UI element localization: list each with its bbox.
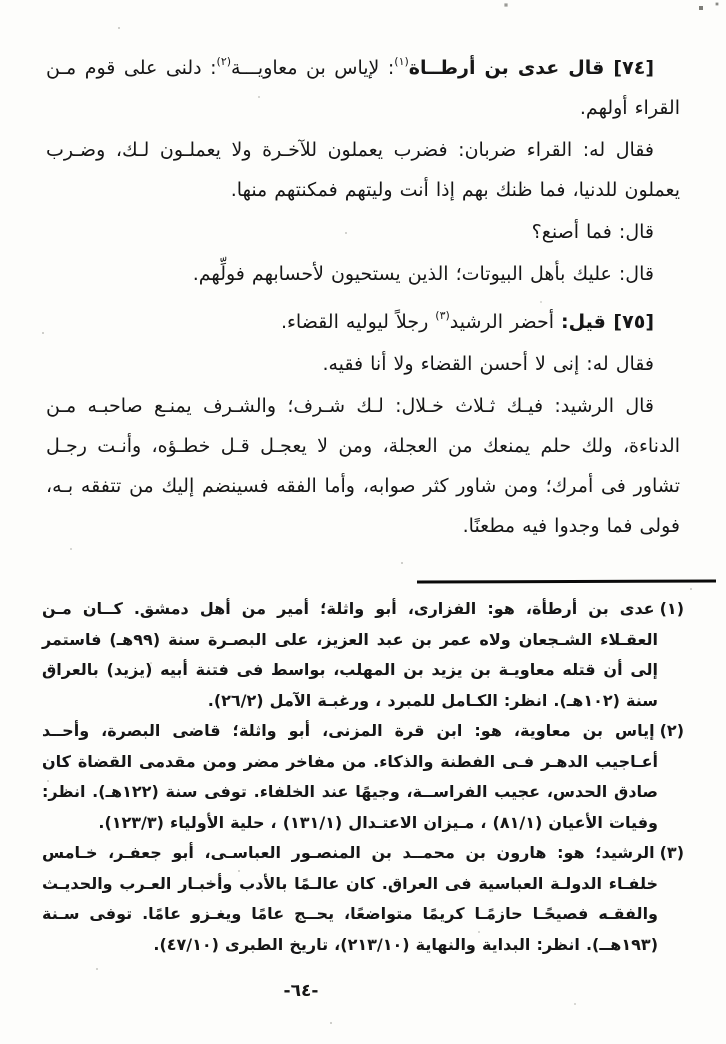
footnote-1-text: عدى بن أرطأة، هو: الفزارى، أبو واثلة؛ أمير من أهل دمشق. كــان مـن العقـلاء الشـجعان ولاه عمر بن عبد العزيز، على البصـرة سنة (٩٩هـ) فاستمر إلى أن قتله معاويـة بن يزيد بن المهلب، بواسط فى فتنة أبيه (يزيد) بالعراق سنة (١٠٢هـ). انظر: الكـامل للمبرد ، ورغبـة الآمل (٢٦/٢). bbox=[42, 599, 658, 710]
paragraph-text: قال الرشيد: فيـك ثـلاث خـلال: لـك شـرف؛ والشـرف يمنـع صاحبـه مـن الدناءة، ولك حلم يمنعك من العجلة، ومن لا يعجـل قـل خطـؤه، وأنـت رجـل تشاور فى أمرك؛ ومن شاور كثر صوابه، وأما الفقه فسينضم إليك من تتفقه بـه، فولى فما وجدوا فيه مطعنًا. bbox=[46, 395, 680, 537]
footnote-2 bbox=[42, 716, 684, 838]
paragraph-text: قال: عليك بأهل البيوتات؛ الذين يستحيون لأحسابهم فولِّهم. bbox=[192, 263, 654, 285]
paragraph-74-text-tail: : دلنى على قوم مـن القراء أولهم. bbox=[46, 57, 680, 119]
footnote-2-marker: (٢) bbox=[659, 721, 684, 740]
paragraph-text: فقال له: القراء ضربان: فضرب يعملون للآخـرة ولا يعملـون لـك، وضـرب يعملون للدنيا، فما ظنك بهم إذا أنت وليتهم فمكنتهم منها. bbox=[46, 139, 680, 201]
paragraph-qara-darban bbox=[46, 130, 680, 210]
paragraph-question bbox=[46, 212, 680, 252]
footnote-ref-3: (٣) bbox=[435, 309, 450, 322]
footnote-ref-2: (٢) bbox=[216, 55, 232, 68]
paragraph-rashid-speech bbox=[46, 386, 680, 546]
scan-noise-specks bbox=[0, 0, 2, 2]
footnote-3-marker: (٣) bbox=[659, 843, 684, 862]
entry-74-heading: [٧٤] قال عدى بن أرطــاة bbox=[408, 57, 654, 79]
paragraph-75-text-tail: رجلاً ليوليه القضاء. bbox=[280, 311, 436, 333]
paragraph-text: قال: فما أصنع؟ bbox=[531, 221, 654, 243]
main-text-block bbox=[46, 42, 680, 548]
paragraph-75 bbox=[46, 296, 680, 342]
footnote-1 bbox=[42, 594, 684, 716]
footnote-2-text: إياس بن معاوية، هو: ابن قرة المزنى، أبو واثلة؛ قاضى البصرة، وأحــد أعـاجيب الدهـر فـى الفطنة والذكاء. من مفاخر مضر ومن مقدمى القضاة كان صادق الحدس، عجيب الفراســة، وجيهًا عند الخلفاء. توفى سنة (١٢٢هـ). انظر: وفيات الأعيان (٨١/١) ، مـيزان الاعتـدال (١٣١/١) ، حلية الأولياء (١٢٣/٣). bbox=[42, 721, 659, 832]
paragraph-74-text: : لإياس بن معاويـــة bbox=[231, 57, 395, 79]
footnote-1-marker: (١) bbox=[659, 599, 684, 618]
paragraph-answer bbox=[46, 254, 680, 294]
paragraph-text: فقال له: إنى لا أحسن القضاء ولا أنا فقيه. bbox=[322, 353, 654, 375]
entry-75-heading: [٧٥] قيل: bbox=[561, 311, 654, 333]
page-number: -٦٤- bbox=[283, 981, 319, 1001]
footnote-separator-rule bbox=[417, 579, 716, 583]
paragraph-75-text: أحضر الرشيد bbox=[449, 311, 562, 333]
footnote-3-text: الرشيد؛ هو: هارون بن محمــد بن المنصـور العباسـى، أبو جعفـر، خـامس خلفـاء الدولـة العباسية فى العراق. كان عالـمًا بالأدب وأخبـار العـرب والحديـث والفقـه فصيحًـا حازمًـا كريمًا متواضعًا، يحــج عامًا ويغـزو عامًا. توفى سـنة (١٩٣هــ). انظر: البداية والنهاية (٢١٣/١٠)، تاريخ الطبرى (٤٧/١٠). bbox=[42, 843, 658, 954]
footnote-ref-1: (١) bbox=[394, 55, 409, 68]
paragraph-reply bbox=[46, 344, 680, 384]
footnote-3 bbox=[42, 838, 684, 960]
footnotes-block bbox=[42, 594, 684, 960]
paragraph-74 bbox=[46, 42, 680, 128]
